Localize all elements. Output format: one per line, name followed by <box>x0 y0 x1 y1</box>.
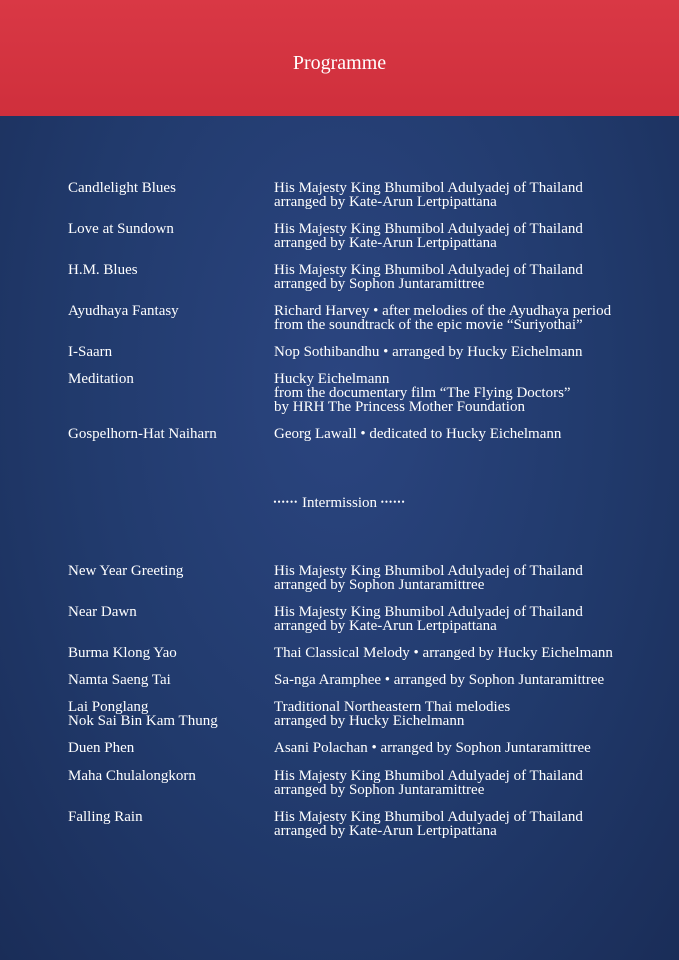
piece-credit: Sa-nga Aramphee • arranged by Sophon Juntaramittree <box>274 672 605 688</box>
piece-credit: Traditional Northeastern Thai melodies arranged by Hucky Eichelmann <box>274 699 511 729</box>
piece-title: Falling Rain <box>68 809 143 825</box>
piece-title: I-Saarn <box>68 344 113 360</box>
page-title: Programme <box>292 52 387 74</box>
piece-title: Candlelight Blues <box>68 180 176 196</box>
piece-title: Love at Sundown <box>68 221 174 237</box>
intermission-dots-right: •••••• <box>380 497 406 507</box>
piece-title: Duen Phen <box>68 740 135 756</box>
piece-title: Meditation <box>68 371 134 387</box>
piece-credit: Nop Sothibandhu • arranged by Hucky Eichelmann <box>274 344 583 360</box>
programme-header <box>0 0 679 116</box>
piece-credit: Richard Harvey • after melodies of the Ayudhaya period from the soundtrack of the epic movie “Suriyothai” <box>274 303 612 333</box>
piece-title: Ayudhaya Fantasy <box>68 303 179 319</box>
intermission <box>0 495 679 512</box>
intermission-dots-left: •••••• <box>273 497 299 507</box>
intermission-label: Intermission <box>302 495 377 511</box>
piece-credit: His Majesty King Bhumibol Adulyadej of Thailand arranged by Kate-Arun Lertpipattana <box>274 221 583 251</box>
piece-credit: Georg Lawall • dedicated to Hucky Eichelmann <box>274 426 562 442</box>
piece-credit: His Majesty King Bhumibol Adulyadej of Thailand arranged by Sophon Juntaramittree <box>274 768 583 798</box>
piece-credit: His Majesty King Bhumibol Adulyadej of Thailand arranged by Sophon Juntaramittree <box>274 262 583 292</box>
piece-title: Near Dawn <box>68 604 137 620</box>
piece-credit: Asani Polachan • arranged by Sophon Juntaramittree <box>274 740 591 756</box>
piece-credit: His Majesty King Bhumibol Adulyadej of Thailand arranged by Kate-Arun Lertpipattana <box>274 180 583 210</box>
piece-title: New Year Greeting <box>68 563 184 579</box>
piece-credit: His Majesty King Bhumibol Adulyadej of Thailand arranged by Sophon Juntaramittree <box>274 563 583 593</box>
piece-credit: His Majesty King Bhumibol Adulyadej of Thailand arranged by Kate-Arun Lertpipattana <box>274 809 583 839</box>
piece-title: Lai Ponglang Nok Sai Bin Kam Thung <box>68 699 218 729</box>
piece-title: Namta Saeng Tai <box>68 672 171 688</box>
piece-title: Gospelhorn-Hat Naiharn <box>68 426 217 442</box>
piece-credit: Thai Classical Melody • arranged by Hucky Eichelmann <box>274 645 613 661</box>
piece-title: Burma Klong Yao <box>68 645 177 661</box>
piece-title: H.M. Blues <box>68 262 138 278</box>
piece-credit: Hucky Eichelmann from the documentary film “The Flying Doctors” by HRH The Princess Mother Foundation <box>274 371 571 415</box>
piece-credit: His Majesty King Bhumibol Adulyadej of Thailand arranged by Kate-Arun Lertpipattana <box>274 604 583 634</box>
piece-title: Maha Chulalongkorn <box>68 768 196 784</box>
